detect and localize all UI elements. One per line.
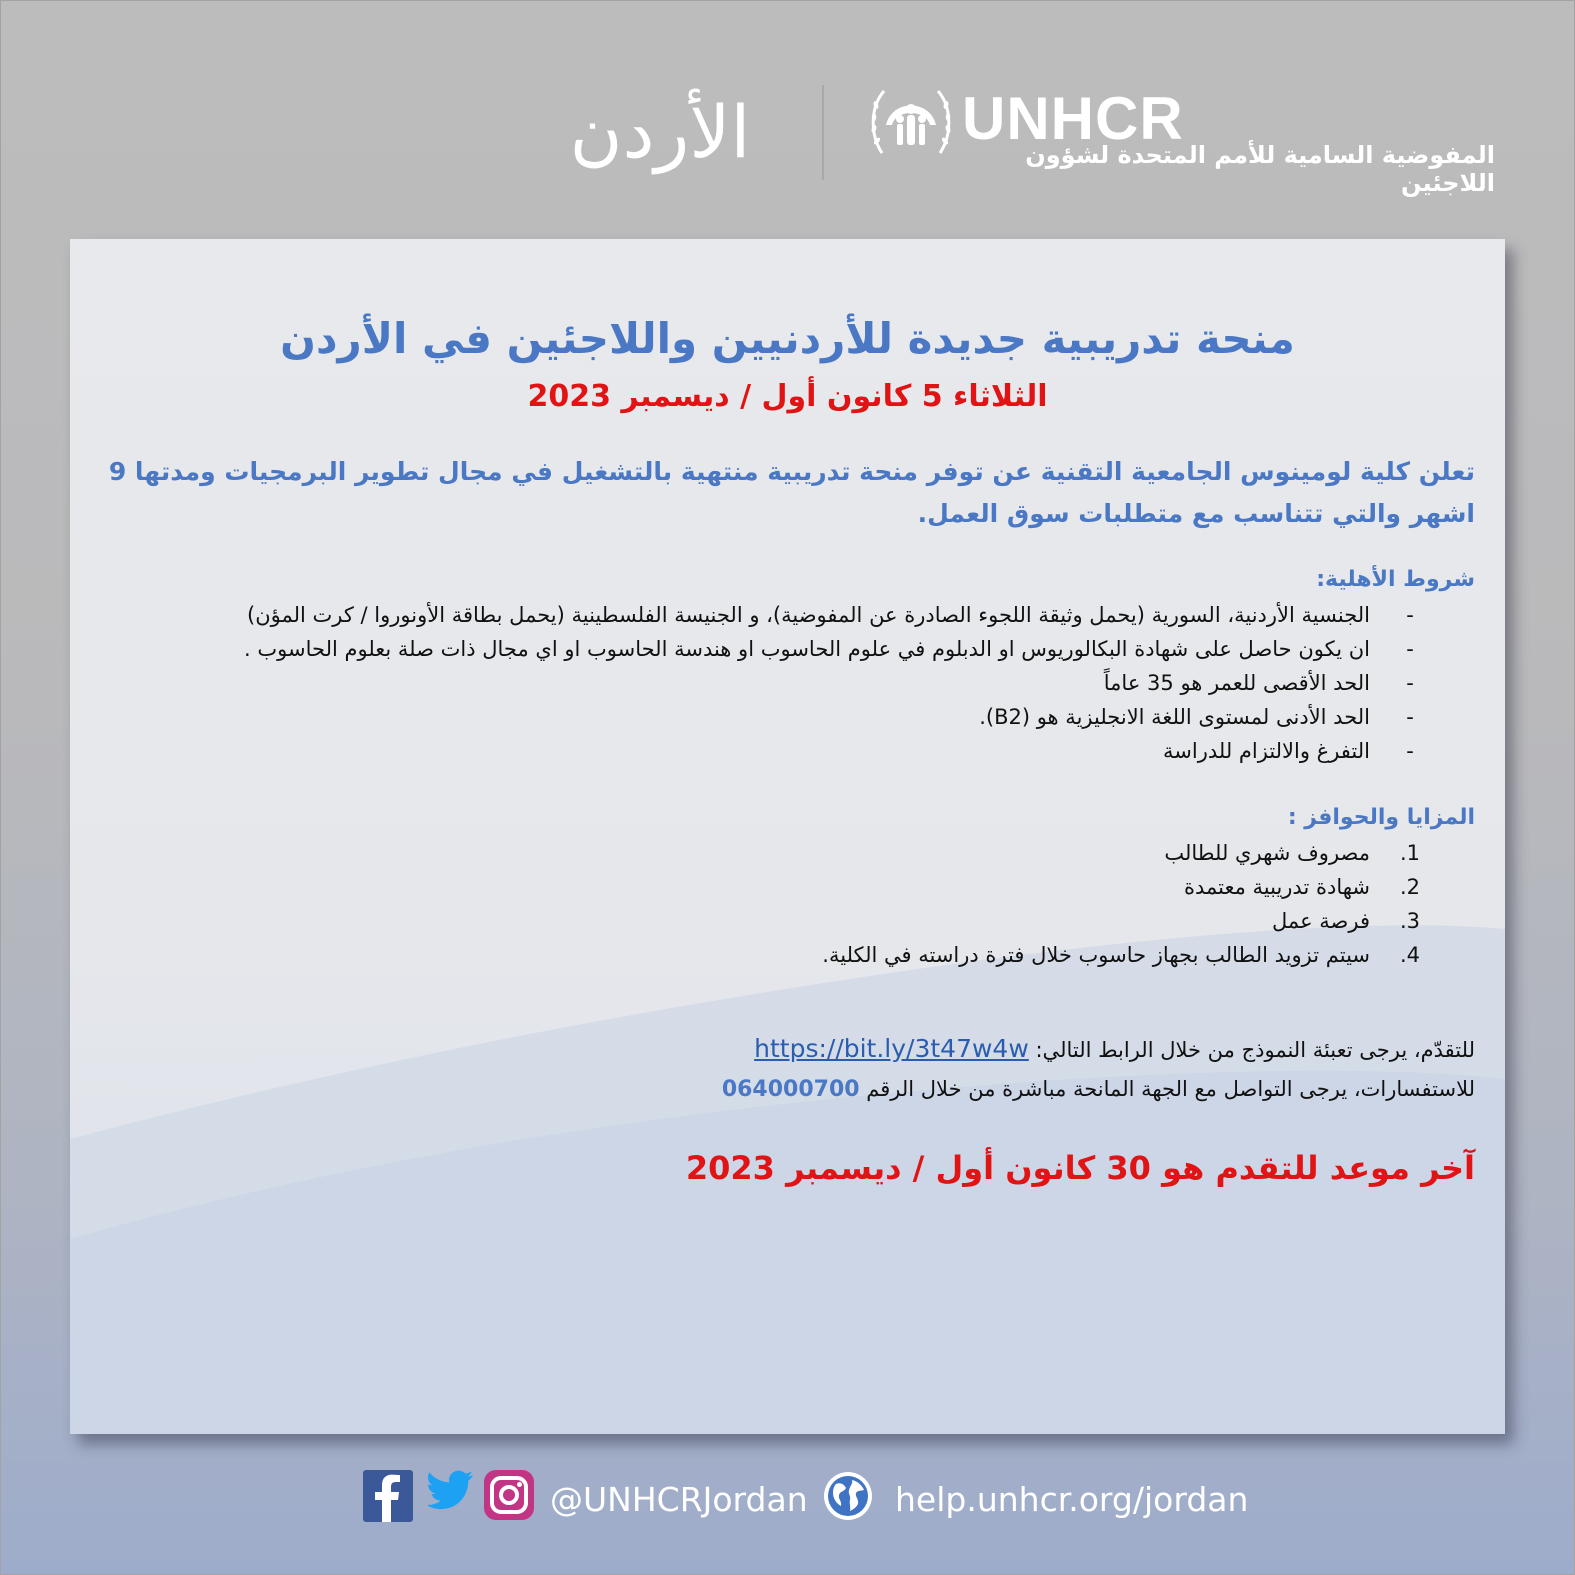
unhcr-emblem-icon — [868, 85, 954, 159]
list-item — [125, 904, 1425, 938]
list-item — [125, 870, 1425, 904]
twitter-icon[interactable] — [428, 1470, 474, 1510]
globe-icon[interactable] — [822, 1470, 874, 1522]
notice-card — [70, 239, 1505, 1434]
list-marker: 2. — [1399, 875, 1421, 899]
list-marker: 3. — [1399, 909, 1421, 933]
list-item-text: شهادة تدريبية معتمدة — [1183, 875, 1370, 899]
apply-line — [754, 1034, 1475, 1063]
apply-text: للتقدّم، يرجى تعبئة النموذج من خلال الرابط التالي: — [1035, 1038, 1475, 1062]
apply-link[interactable]: https://bit.ly/3t47w4w — [754, 1034, 1029, 1063]
eligibility-list — [125, 598, 1425, 768]
benefits-heading: المزايا والحوافز : — [1287, 805, 1475, 830]
notice-date: الثلاثاء 5 كانون أول / ديسمبر 2023 — [527, 379, 1048, 414]
benefits-list — [125, 836, 1425, 972]
list-item-text: الحد الأدنى لمستوى اللغة الانجليزية هو (B2). — [979, 705, 1370, 729]
inquiry-text: للاستفسارات، يرجى التواصل مع الجهة المانحة مباشرة من خلال الرقم — [866, 1077, 1475, 1101]
list-marker: - — [1406, 739, 1414, 763]
instagram-icon[interactable] — [484, 1470, 534, 1520]
list-item — [125, 938, 1425, 972]
logo-wordmark: UNHCR — [962, 85, 1184, 152]
list-item-text: سيتم تزويد الطالب بجهاز حاسوب خلال فترة دراسته في الكلية. — [822, 943, 1370, 967]
website-link[interactable]: help.unhcr.org/jordan — [895, 1480, 1249, 1519]
list-item-text: ان يكون حاصل على شهادة البكالوريوس او الدبلوم في علوم الحاسوب او هندسة الحاسوب او اي مجال ذات صلة بعلوم الحاسوب . — [244, 637, 1370, 661]
country-label: الأردن — [569, 90, 751, 174]
list-marker: 4. — [1399, 943, 1421, 967]
list-marker: - — [1406, 671, 1414, 695]
list-item-text: الحد الأقصى للعمر هو 35 عاماً — [1103, 671, 1370, 695]
facebook-icon[interactable] — [363, 1470, 413, 1522]
eligibility-heading: شروط الأهلية: — [1316, 567, 1475, 592]
header-divider — [822, 85, 824, 180]
list-item — [125, 632, 1425, 666]
list-item-text: الجنسية الأردنية، السورية (يحمل وثيقة اللجوء الصادرة عن المفوضية)، و الجنيسة الفلسطينية (يحمل بطاقة الأونوروا / كرت المؤن) — [247, 603, 1370, 627]
notice-intro: تعلن كلية لومينوس الجامعية التقنية عن توفر منحة تدريبية منتهية بالتشغيل في مجال تطوير البرمجيات ومدتها 9 اشهر والتي تتناسب مع متطلبات سوق العمل. — [108, 457, 1475, 528]
list-marker: 1. — [1399, 841, 1421, 865]
footer — [0, 1470, 1575, 1540]
list-marker: - — [1406, 603, 1414, 627]
list-item — [125, 598, 1425, 632]
deadline: آخر موعد للتقدم هو 30 كانون أول / ديسمبر 2023 — [685, 1149, 1475, 1187]
list-marker: - — [1406, 705, 1414, 729]
inquiry-line — [722, 1077, 1475, 1102]
list-item — [125, 836, 1425, 870]
list-item-text: مصروف شهري للطالب — [1164, 841, 1370, 865]
list-item — [125, 700, 1425, 734]
phone-number: 064000700 — [721, 1077, 860, 1102]
list-marker: - — [1406, 637, 1414, 661]
list-item — [125, 666, 1425, 700]
social-handle[interactable]: @UNHCRJordan — [550, 1480, 808, 1519]
list-item-text: التفرغ والالتزام للدراسة — [1163, 739, 1370, 763]
logo-subtitle: المفوضية السامية للأمم المتحدة لشؤون اللاجئين — [1025, 141, 1495, 197]
list-item — [125, 734, 1425, 768]
notice-title: منحة تدريبية جديدة للأردنيين واللاجئين في الأردن — [280, 314, 1295, 363]
list-item-text: فرصة عمل — [1272, 909, 1370, 933]
